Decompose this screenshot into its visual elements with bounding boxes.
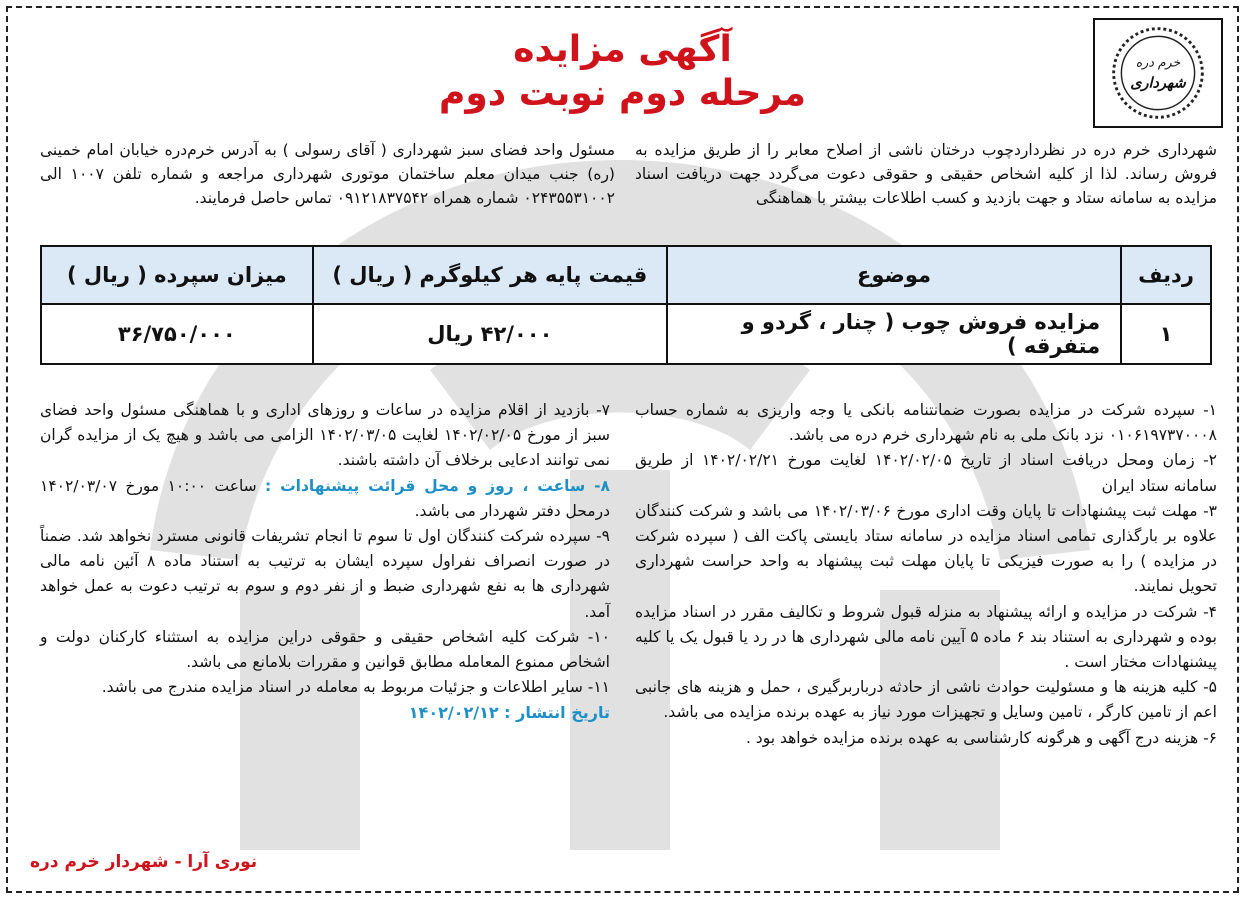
auction-table — [40, 245, 1212, 365]
intro-text-right: شهرداری خرم دره در نظرداردچوب درختان ناشی از اصلاح معابر را از طریق مزایده به فروش رساند. لذا از کلیه اشخاص حقیقی و حقوقی دعوت می‌گردد جهت دریافت اسناد مزایده به سامانه ستاد و جهت بازدید و کسب اطلاعات بیشتر با هماهنگی — [635, 141, 1217, 207]
term-item-7: ۷- بازدید از اقلام مزایده در ساعات و روزهای اداری و با هماهنگی مسئول واحد فضای سبز از مورخ ۱۴۰۲/۰۲/۰۵ لغایت ۱۴۰۲/۰۳/۰۵ الزامی می باشد و هیچ یک از مزایده گران نمی توانند ادعایی برخلاف آن داشته باشند. — [40, 401, 610, 470]
term-item-1: ۱- سپرده شرکت در مزایده بصورت ضمانتنامه بانکی یا وجه واریزی به شماره حساب ۰۱۰۶۱۹۷۳۷۰۰۰۸ نزد بانک ملی به نام شهرداری خرم دره می باشد. — [635, 401, 1217, 445]
table-row — [41, 304, 1211, 364]
cell-subject: مزایده فروش چوب ( چنار ، گردو و متفرقه ) — [667, 304, 1121, 364]
header-base-price: قیمت پایه هر کیلوگرم ( ریال ) — [313, 246, 667, 304]
mayor-signature: نوری آرا - شهردار خرم دره — [30, 852, 258, 872]
term-item-2: ۲- زمان ومحل دریافت اسناد از تاریخ ۱۴۰۲/۰۲/۰۵ لغایت مورخ ۱۴۰۲/۰۲/۲۱ از طریق سامانه ستاد ایران — [635, 451, 1217, 495]
term-item-8 — [40, 474, 610, 524]
term-item-10: ۱۰- شرکت کلیه اشخاص حقیقی و حقوقی دراین مزایده به استثناء کارکنان دولت و اشخاص ممنوع المعامله مطابق قوانین و مقررات بلامانع می باشد. — [40, 627, 610, 672]
term-item-6: ۶- هزینه درج آگهی و هرگونه کارشناسی به عهده برنده مزایده خواهد بود . — [745, 728, 1217, 747]
term-item-5: ۵- کلیه هزینه ها و مسئولیت حوادث ناشی از حادثه درباربرگیری ، حمل و هزینه های جانبی اعم از تامین کارگر ، تامین وسایل و تجهیزات مورد نیاز به عهده برنده مزایده می باشد. — [635, 678, 1217, 722]
term-item-9: ۹- سپرده شرکت کنندگان اول تا سوم تا انجام تشریفات قانونی مسترد نخواهد شد. ضمناً در صورت انصراف نفراول سپرده ایشان به ترتیب به استناد ماده ۸ آئین نامه مالی شهرداری ها به نفع شهرداری ضبط و از نفر دوم و سوم به ترتیب دعوت به عمل خواهد آمد. — [40, 527, 610, 621]
municipality-logo — [1093, 18, 1223, 128]
cell-deposit: ۳۶/۷۵۰/۰۰۰ — [41, 304, 313, 364]
intro-text-left: مسئول واحد فضای سبز شهرداری ( آقای رسولی ) به آدرس خرم‌دره خیابان امام خمینی (ره) جنب میدان معلم ساختمان موتوری شهرداری مراجعه و شماره تلفن ۱۰۰۷ الی ۰۲۴۳۵۵۳۱۰۰۲ شماره همراه ۰۹۱۲۱۸۳۷۵۴۲ تماس حاصل فرمایند. — [40, 141, 615, 207]
publication-date: تاریخ انتشار : ۱۴۰۲/۰۲/۱۲ — [408, 703, 610, 723]
cell-row-number: ۱ — [1121, 304, 1211, 364]
term-item-8-label: ۸- ساعت ، روز و محل قرائت پیشنهادات : — [265, 476, 610, 495]
term-item-4: ۴- شرکت در مزایده و ارائه پیشنهاد به منزله قبول شروط و تکالیف مقرر در اسناد مزایده بوده و شهرداری به استناد بند ۶ ماده ۵ آیین نامه مالی شهرداری ها در رد یا قبول یک یا کلیه پیشنهادات مختار است . — [635, 602, 1217, 672]
notice-title: آگهی مزایده — [513, 29, 732, 70]
notice-subtitle: مرحله دوم نوبت دوم — [439, 73, 806, 114]
table-header-row — [41, 246, 1211, 304]
terms-right-column — [635, 398, 1217, 751]
header-deposit: میزان سپرده ( ریال ) — [41, 246, 313, 304]
logo-emblem-icon — [1095, 20, 1221, 126]
header-row-number: ردیف — [1121, 246, 1211, 304]
terms-left-column — [40, 398, 610, 726]
cell-base-price: ۴۲/۰۰۰ ریال — [313, 304, 667, 364]
logo-text-line2: شهرداری — [1130, 75, 1186, 92]
header-subject: موضوع — [667, 246, 1121, 304]
term-item-8-text: ساعت ۱۰:۰۰ مورخ ۱۴۰۲/۰۳/۰۷ درمحل دفتر شهردار می باشد. — [40, 476, 610, 520]
logo-text-line1: خرم دره — [1135, 54, 1181, 70]
term-item-3: ۳- مهلت ثبت پیشنهادات تا پایان وقت اداری مورخ ۱۴۰۲/۰۳/۰۶ می باشد و شرکت کنندگان علاوه بر بارگذاری تمامی اسناد مزایده در سامانه ستاد بایستی پاکت الف ( سپرده شرکت در مزایده ) را به صورت فیزیکی تا پایان مهلت ثبت پیشنهاد به واحد حراست شهرداری تحویل نمایند. — [635, 501, 1217, 596]
term-item-11: ۱۱- سایر اطلاعات و جزئیات مربوط به معامله در اسناد مزایده مندرج می باشد. — [101, 678, 610, 697]
